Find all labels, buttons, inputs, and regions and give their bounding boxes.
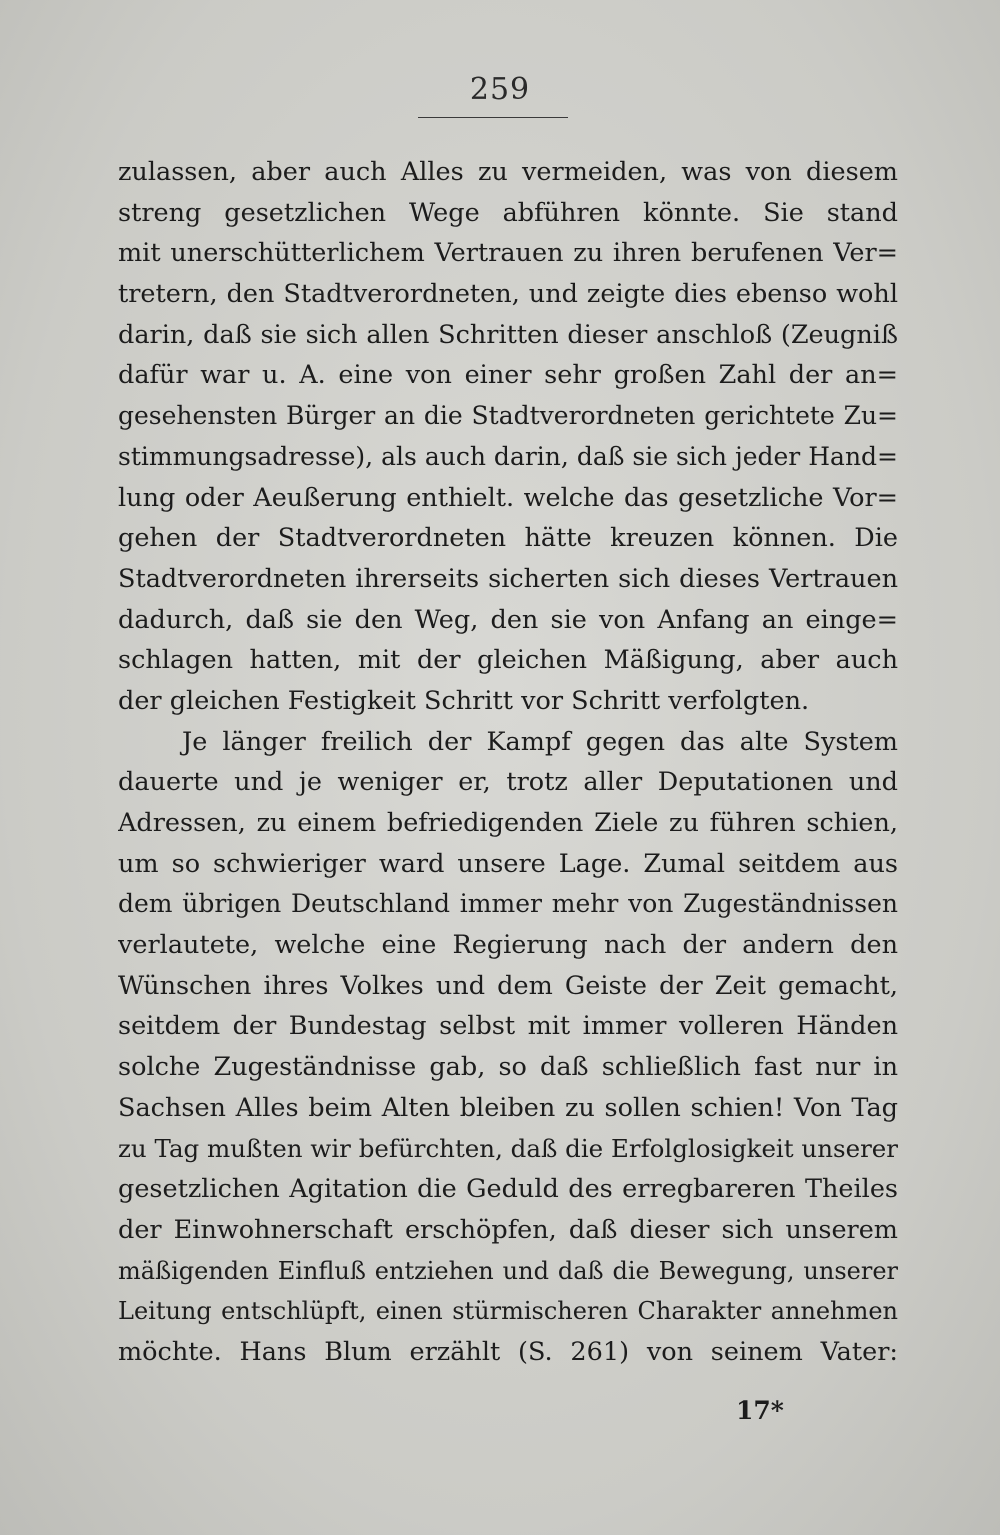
text-line: lung oder Aeußerung enthielt. welche das gesetzliche Vor= [118,482,898,513]
text-line: gesehensten Bürger an die Stadtverordneten gerichtete Zu= [118,401,898,431]
text-line: Sachsen Alles beim Alten bleiben zu sollen schien! Von Tag [118,1092,898,1123]
text-line: schlagen hatten, mit der gleichen Mäßigung, aber auch [118,645,898,676]
text-line: zu Tag mußten wir befürchten, daß die Erfolglosigkeit unserer [118,1133,898,1163]
text-line: Je länger freilich der Kampf gegen das alte System [182,726,898,757]
text-line: tretern, den Stadtverordneten, und zeigte dies ebenso wohl [118,279,898,310]
text-line: Leitung entschlüpft, einen stürmischeren Charakter annehmen [118,1297,898,1326]
text-line: seitdem der Bundestag selbst mit immer volleren Händen [118,1011,898,1042]
header-rule [418,117,568,118]
text-line: Wünschen ihres Volkes und dem Geiste der Zeit gemacht, [118,970,898,1001]
text-line: mäßigenden Einfluß entziehen und daß die Bewegung, unserer [118,1256,898,1285]
signature-mark: 17* [736,1396,784,1425]
text-line: um so schwieriger ward unsere Lage. Zumal seitdem aus [118,848,898,879]
text-line: stimmungsadresse), als auch darin, daß sie sich jeder Hand= [118,441,898,471]
text-line: streng gesetzlichen Wege abführen könnte. Sie stand [118,197,898,228]
text-line: dafür war u. A. eine von einer sehr großen Zahl der an= [118,360,898,391]
body-text [118,152,898,1373]
text-line: zulassen, aber auch Alles zu vermeiden, was von diesem [118,157,898,187]
text-line: der gleichen Festigkeit Schritt vor Schritt verfolgten. [118,685,810,716]
text-line: verlautete, welche eine Regierung nach der andern den [118,930,898,961]
text-line: gehen der Stadtverordneten hätte kreuzen können. Die [118,523,898,554]
text-line: mit unerschütterlichem Vertrauen zu ihren berufenen Ver= [118,238,898,269]
text-line: darin, daß sie sich allen Schritten dieser anschloß (Zeugniß [118,319,898,350]
text-line: Adressen, zu einem befriedigenden Ziele zu führen schien, [118,808,898,838]
text-line: dadurch, daß sie den Weg, den sie von Anfang an einge= [118,604,898,635]
text-line: dauerte und je weniger er, trotz aller Deputationen und [118,767,898,798]
text-line: dem übrigen Deutschland immer mehr von Zugeständnissen [118,889,898,919]
text-line: solche Zugeständnisse gab, so daß schließlich fast nur in [118,1052,898,1083]
page-number: 259 [469,72,531,107]
text-line: gesetzlichen Agitation die Geduld des erregbareren Theiles [118,1174,898,1205]
text-line: möchte. Hans Blum erzählt (S. 261) von seinem Vater: [118,1336,898,1367]
text-line: der Einwohnerschaft erschöpfen, daß dieser sich unserem [118,1214,898,1245]
text-line: Stadtverordneten ihrerseits sicherten sich dieses Vertrauen [118,563,898,594]
